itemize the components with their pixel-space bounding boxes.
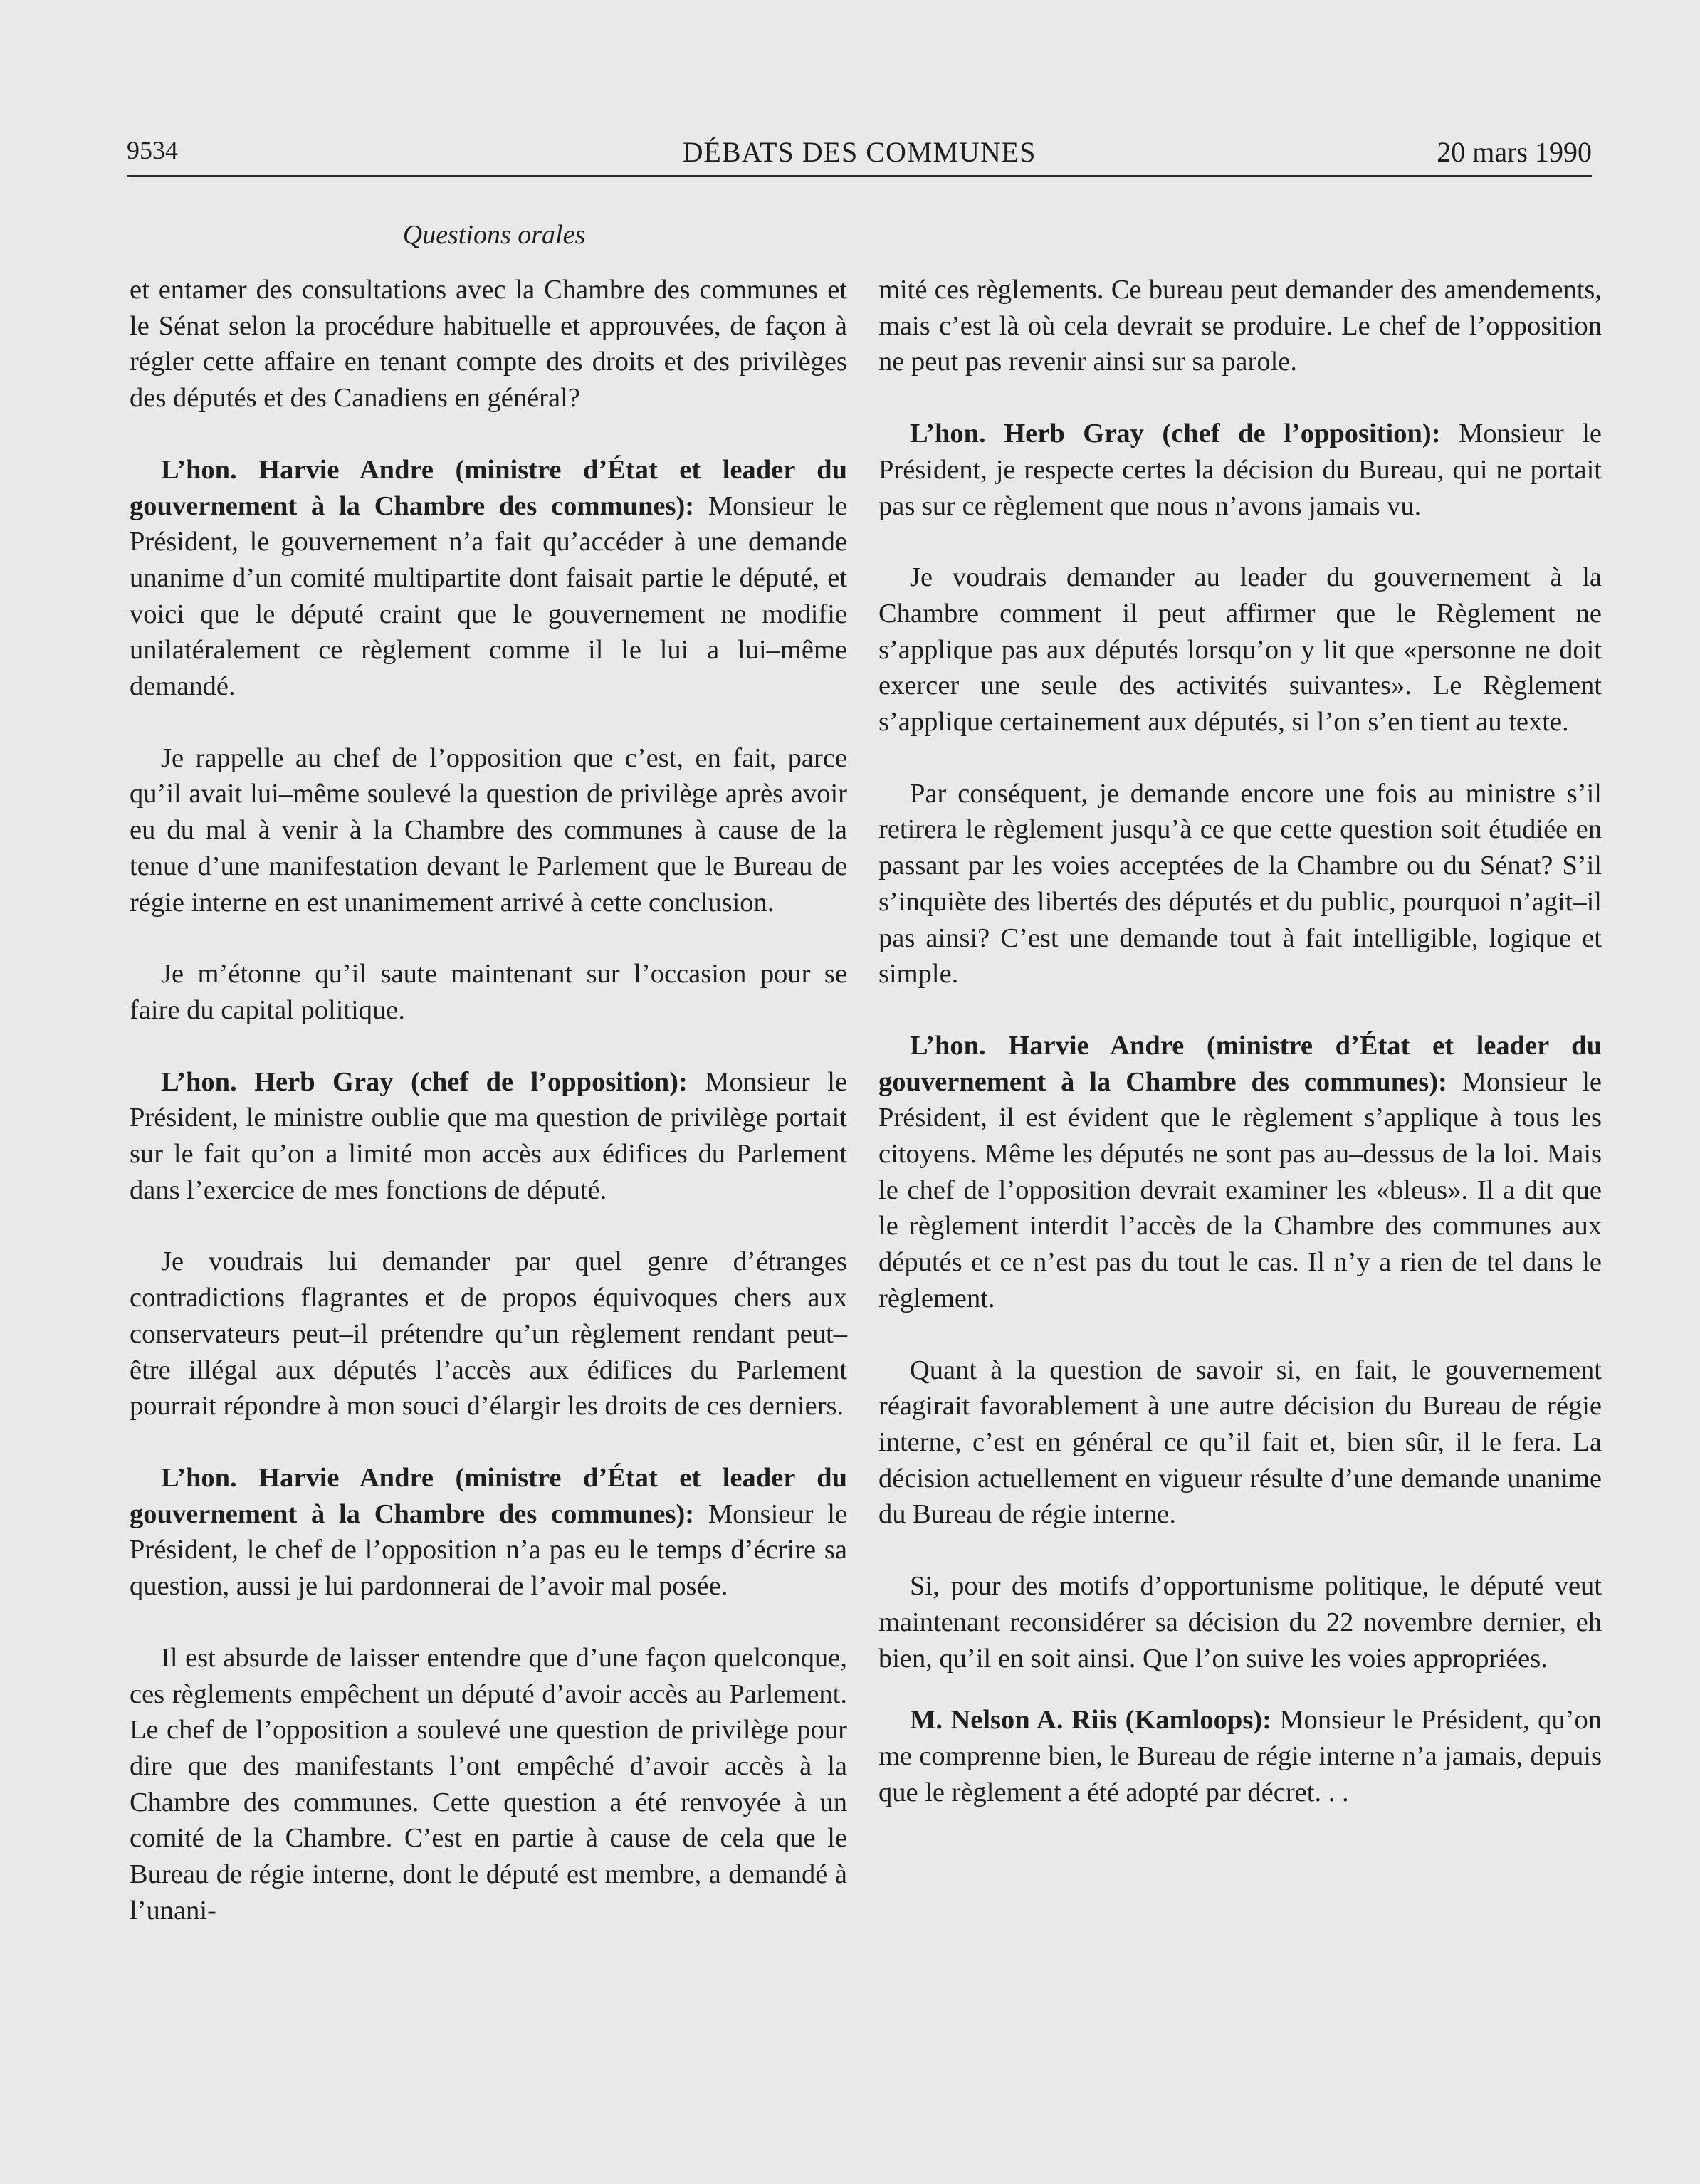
paragraph: L’hon. Harvie Andre (ministre d’État et leader du gouvernement à la Chambre des communes): Monsieur le Président, le gouvernement n’a fait qu’accéder à une demande unanime d’un comité multipartite dont faisait partie le député, et voici que le député craint que le gouvernement ne modifie unilatéralement ce règlement comme il le lui a lui–même demandé. <box>130 454 848 702</box>
paragraph: Si, pour des motifs d’opportunisme politique, le député veut maintenant reconsidérer sa décision du 22 novembre dernier, eh bien, qu’il en soit ainsi. Que l’on suive les voies appropriées. <box>878 1571 1602 1674</box>
speaker-name: L’hon. Herb Gray (chef de l’opposition): <box>910 419 1441 449</box>
paragraph: Je m’étonne qu’il saute maintenant sur l’occasion pour se faire du capital politique. <box>130 959 847 1025</box>
left-column <box>130 272 847 1964</box>
paragraph: L’hon. Herb Gray (chef de l’opposition): Monsieur le Président, je respecte certes la décision du Bureau, qui ne portait pas sur ce règlement que nous n’avons jamais vu. <box>878 419 1602 521</box>
speaker-name: L’hon. Herb Gray (chef de l’opposition): <box>161 1066 688 1097</box>
paragraph: Je rappelle au chef de l’opposition que c’est, en fait, parce qu’il avait lui–même soulevé la question de privilège après avoir eu du mal à venir à la Chambre des communes à cause de la tenue d’une manifestation devant le Parlement que le Bureau de régie interne en est unanimement arrivé à cette conclusion. <box>130 742 847 918</box>
speaker-name: M. Nelson A. Riis (Kamloops): <box>910 1705 1271 1736</box>
speaker-name: L’hon. Harvie Andre (ministre d’État et leader du gouvernement à la Chambre des communes): <box>878 1030 1602 1097</box>
page-number: 9534 <box>127 136 178 164</box>
paragraph: Quant à la question de savoir si, en fait, le gouvernement réagirait favorablement à une autre décision du Bureau de régie interne, c’est en général ce qu’il fait et, bien sûr, il le fera. La décision actuellement en vigueur résulte d’une demande unanime du Bureau de régie interne. <box>878 1355 1602 1530</box>
paragraph: Je voudrais lui demander par quel genre d’étranges contradictions flagrantes et de propos équivoques chers aux conservateurs peut–il prétendre qu’un règlement rendant peut–être illégal aux députés l’accès aux édifices du Parlement pourrait répondre à mon souci d’élargir les droits de ces derniers. <box>130 1246 847 1422</box>
right-column <box>878 272 1602 1846</box>
paragraph: M. Nelson A. Riis (Kamloops): Monsieur le Président, qu’on me comprenne bien, le Bureau de régie interne n’a jamais, depuis que le règlement a été adopté par décret. . . <box>878 1705 1602 1807</box>
paragraph: et entamer des consultations avec la Chambre des communes et le Sénat selon la procédure habituelle et approuvées, de façon à régler cette affaire en tenant compte des droits et des privilèges des députés et des Canadiens en général? <box>130 275 847 414</box>
speaker-name: L’hon. Harvie Andre (ministre d’État et leader du gouvernement à la Chambre des communes): <box>130 1462 847 1529</box>
paragraph: Je voudrais demander au leader du gouvernement à la Chambre comment il peut affirmer que le Règlement ne s’applique pas aux députés lorsqu’on y lit que «personne ne doit exercer une seule des activités suivantes». Le Règlement s’applique certainement aux députés, si l’on s’en tient au texte. <box>878 562 1602 737</box>
header-rule <box>127 175 1592 177</box>
paragraph: L’hon. Herb Gray (chef de l’opposition): Monsieur le Président, le ministre oublie que ma question de privilège portait sur le fait qu’on a limité mon accès aux édifices du Parlement dans l’exercice de mes fonctions de député. <box>130 1066 847 1205</box>
paragraph: L’hon. Harvie Andre (ministre d’État et leader du gouvernement à la Chambre des communes): Monsieur le Président, il est évident que le règlement s’applique à tous les citoyens. Même les députés ne sont pas au–dessus de la loi. Mais le chef de l’opposition devrait examiner les «bleus». Il a dit que le règlement interdit l’accès de la Chambre des communes aux députés et ce n’est pas du tout le cas. Il n’y a rien de tel dans le règlement. <box>878 1030 1602 1313</box>
speaker-name: L’hon. Harvie Andre (ministre d’État et leader du gouvernement à la Chambre des communes): <box>130 454 847 521</box>
paragraph: Par conséquent, je demande encore une fois au ministre s’il retirera le règlement jusqu’à ce que cette question soit étudiée en passant par les voies acceptées de la Chambre ou du Sénat? S’il s’inquiète des libertés des députés et du public, pourquoi n’agit–il pas ainsi? C’est une demande tout à fait intelligible, logique et simple. <box>878 778 1602 989</box>
page-date: 20 mars 1990 <box>1437 136 1592 168</box>
paragraph: L’hon. Harvie Andre (ministre d’État et leader du gouvernement à la Chambre des communes): Monsieur le Président, le chef de l’opposition n’a pas eu le temps d’écrire sa question, aussi je lui pardonnerai de l’avoir mal posée. <box>130 1462 848 1602</box>
section-title: Questions orales <box>402 220 586 250</box>
publication-title: DÉBATS DES COMMUNES <box>682 136 1037 168</box>
paragraph: mité ces règlements. Ce bureau peut demander des amendements, mais c’est là où cela devrait se produire. Le chef de l’opposition ne peut pas revenir ainsi sur sa parole. <box>878 275 1602 377</box>
paragraph: Il est absurde de laisser entendre que d’une façon quelconque, ces règlements empêchent un député d’avoir accès au Parlement. Le chef de l’opposition a soulevé une question de privilège pour dire que des manifestants l’ont empêché d’avoir accès à la Chambre des communes. Cette question a été renvoyée à un comité de la Chambre. C’est en partie à cause de cela que le Bureau de régie interne, dont le député est membre, a demandé à l’unani- <box>130 1642 847 1926</box>
page-header <box>127 135 1592 175</box>
